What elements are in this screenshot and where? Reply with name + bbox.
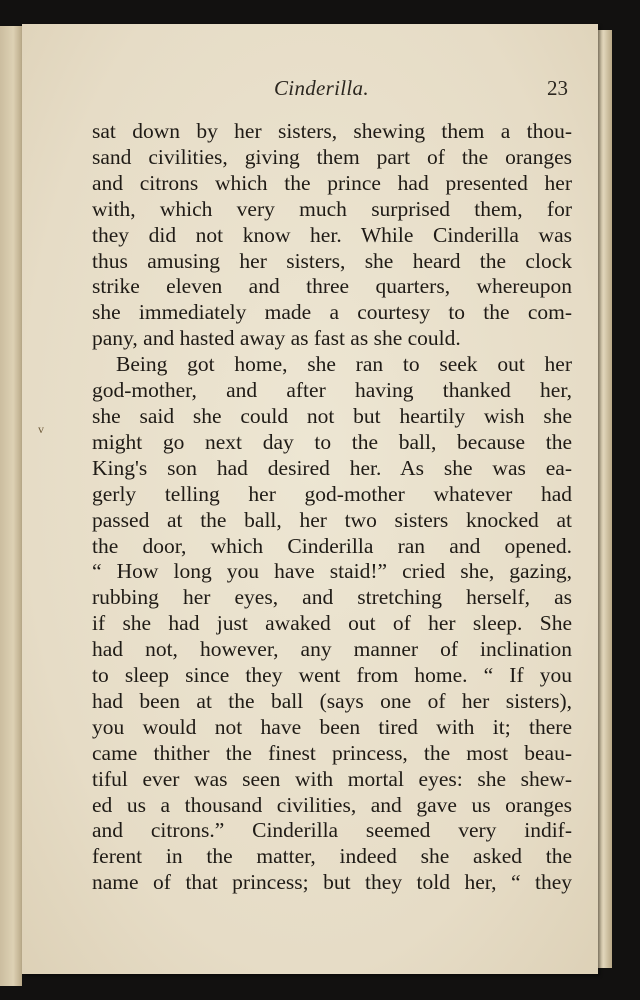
- text-line: she immediately made a courtesy to the com-: [92, 300, 572, 325]
- text-line: rubbing her eyes, and stretching herself, as: [92, 585, 572, 610]
- page-number: 23: [547, 76, 568, 100]
- text-line: name of that princess; but they told her, “ they: [92, 870, 572, 895]
- text-line: might go next day to the ball, because the: [92, 429, 572, 454]
- text-line: Being got home, she ran to seek out her: [116, 352, 572, 377]
- text-line: to sleep since they went from home. “ If you: [92, 663, 572, 688]
- gutter-mark: v: [38, 422, 44, 436]
- text-line: sand civilities, giving them part of the oranges: [92, 144, 572, 169]
- text-line: had not, however, any manner of inclination: [92, 637, 572, 662]
- text-line: with, which very much surprised them, for: [92, 196, 572, 221]
- text-line: passed at the ball, her two sisters knocked at: [92, 507, 572, 532]
- page-header: [22, 76, 598, 106]
- text-line: gerly telling her god-mother whatever had: [92, 481, 572, 506]
- text-line: sat down by her sisters, shewing them a thou-: [92, 119, 572, 143]
- text-line: tiful ever was seen with mortal eyes: she shew-: [92, 766, 572, 791]
- text-line: King's son had desired her. As she was ea-: [92, 455, 572, 480]
- text-line: you would not have been tired with it; there: [92, 714, 572, 739]
- text-line: “ How long you have staid!” cried she, gazing,: [92, 559, 572, 584]
- text-line: the door, which Cinderilla ran and opened.: [92, 533, 572, 558]
- text-line: god-mother, and after having thanked her,: [92, 378, 572, 403]
- text-line: pany, and hasted away as fast as she could.: [92, 326, 461, 351]
- text-line: had been at the ball (says one of her sisters),: [92, 688, 572, 713]
- text-line: ferent in the matter, indeed she asked the: [92, 844, 572, 869]
- text-line: and citrons which the prince had presented her: [92, 170, 572, 195]
- text-line: came thither the finest princess, the most beau-: [92, 740, 572, 765]
- text-line: if she had just awaked out of her sleep. She: [92, 611, 572, 636]
- text-line: strike eleven and three quarters, whereupon: [92, 274, 572, 299]
- text-line: thus amusing her sisters, she heard the clock: [92, 248, 572, 273]
- text-line: she said she could not but heartily wish she: [92, 403, 572, 428]
- text-line: they did not know her. While Cinderilla was: [92, 222, 572, 247]
- text-line: and citrons.” Cinderilla seemed very indif-: [92, 818, 572, 843]
- body-text: [92, 119, 572, 896]
- page-stack-edge: [598, 30, 612, 968]
- book-page: [22, 24, 598, 974]
- previous-page-edge: [0, 26, 22, 986]
- text-line: ed us a thousand civilities, and gave us oranges: [92, 792, 572, 817]
- running-head: Cinderilla.: [274, 76, 369, 100]
